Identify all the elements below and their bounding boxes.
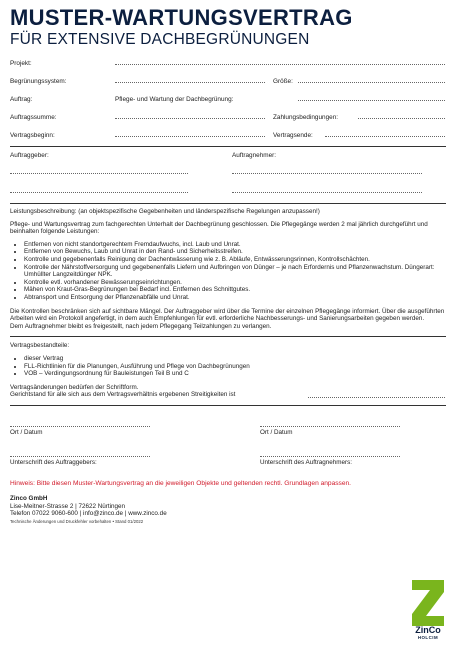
intro-paragraph: Pflege- und Wartungsvertrag zum fachgerechten Unterhalt der Dachbegrünung geschlossen. Die Pflegegänge werden 2 mal jährlich durchgeführt und beinhalten folgende Leistungen: — [10, 220, 428, 236]
vertragsende-field[interactable] — [325, 129, 445, 137]
groesse-label: Größe: — [273, 78, 293, 85]
auftraggeber-field-1[interactable] — [10, 166, 188, 174]
zahlungsbedingungen-field[interactable] — [358, 111, 445, 119]
parties-line-2 — [10, 185, 446, 198]
ort-datum-label-right: Ort / Datum — [260, 429, 293, 437]
list-item: • Entfernen von nicht standortgerechtem Fremdaufwuchs, incl. Laub und Unrat. — [24, 241, 446, 249]
leistungen-list — [10, 241, 446, 302]
company-footer — [10, 495, 446, 525]
list-item: • dieser Vertrag — [24, 355, 446, 363]
signature-label-right: Unterschrift des Auftragnehmers: — [260, 459, 353, 467]
bestandteile-list — [10, 355, 446, 378]
list-item: • Entfernen von Bewuchs, Laub und Unrat in den Rand- und Sicherheitsstreifen. — [24, 248, 446, 256]
zinco-logo — [410, 578, 446, 646]
hinweis-text: Hinweis: Bitte diesen Muster-Wartungsvertrag an die jeweiligen Objekte und geltenden rechtl. Grundlagen anpassen. — [10, 480, 351, 488]
auftrag-field[interactable] — [298, 93, 445, 101]
ort-datum-label-left: Ort / Datum — [10, 429, 43, 437]
auftragnehmer-label: Auftragnehmer: — [232, 152, 277, 159]
vertragsbeginn-label: Vertragsbeginn: — [10, 132, 55, 139]
list-item: • Kontrolle evtl. vorhandener Bewässerungseinrichtungen. — [24, 279, 446, 287]
list-item: • Kontrolle der Nährstoffversorgung und gegebenenfalls Liefern und Aufbringen von Dünger – je nach Erfordernis und Pflanzenwachstum. Düngerart: Umhüllter Langzeitdünger NPK. — [24, 264, 446, 279]
divider — [10, 203, 446, 204]
projekt-field[interactable] — [115, 57, 445, 65]
auftragssumme-field[interactable] — [115, 111, 265, 119]
schriftform-text: Vertragsänderungen bedürfen der Schriftform. — [10, 383, 139, 391]
auftrag-label: Auftrag: — [10, 96, 33, 103]
begruenungssystem-row — [10, 75, 446, 88]
auftragssumme-label: Auftragssumme: — [10, 114, 57, 121]
company-address: Lise-Meitner-Strasse 2 | 72622 Nürtingen — [10, 502, 126, 510]
projekt-label: Projekt: — [10, 60, 32, 67]
logo-text: ZinCo — [415, 625, 441, 635]
leistungsbeschreibung: Leistungsbeschreibung: (an objektspezifische Gegebenheiten und länderspezifische Regelungen anzupassen!) — [10, 208, 320, 215]
vertragsbestandteile-heading: Vertragsbestandteile: — [10, 342, 70, 350]
auftrag-row — [10, 93, 446, 106]
parties-row — [10, 149, 446, 162]
list-item: • Abtransport und Entsorgung der Pflanzenabfälle und Unrat. — [24, 294, 446, 302]
vertragsende-label: Vertragsende: — [273, 132, 313, 139]
divider — [10, 405, 446, 406]
signature-field-right[interactable] — [260, 450, 400, 457]
list-item: • VOB – Verdingungsordnung für Bauleistungen Teil B und C — [24, 370, 446, 378]
gerichtsstand-row — [10, 391, 446, 399]
ort-datum-field-right[interactable] — [260, 420, 400, 427]
zahlung-paragraph: Dem Auftragnehmer bleibt es freigestellt, nach jedem Pflegegang Teilzahlungen zu verlangen. — [10, 322, 272, 330]
begruenungssystem-field[interactable] — [115, 75, 265, 83]
document-subtitle: FÜR EXTENSIVE DACHBEGRÜNUNGEN — [10, 31, 310, 48]
gerichtsstand-text: Gerichtstand für alle sich aus dem Vertragsverhältnis ergebenen Streitigkeiten ist — [10, 391, 236, 399]
list-item: • FLL-Richtlinien für die Planungen, Ausführung und Pflege von Dachbegrünungen — [24, 363, 446, 371]
parties-line-1 — [10, 166, 446, 179]
gerichtsstand-field[interactable] — [308, 391, 445, 398]
ort-datum-field-left[interactable] — [10, 420, 150, 427]
auftragnehmer-field-1[interactable] — [232, 166, 422, 174]
vertragsbeginn-field[interactable] — [115, 129, 265, 137]
signature-label-left: Unterschrift des Auftraggebers: — [10, 459, 97, 467]
auftragssumme-row — [10, 111, 446, 124]
company-name: Zinco GmbH — [10, 495, 48, 503]
list-item: • Mähen von Kraut-Gras-Begrünungen bei Bedarf incl. Entfernen des Schnittgutes. — [24, 286, 446, 294]
begruenungssystem-label: Begrünungssystem: — [10, 78, 67, 85]
zahlungsbedingungen-label: Zahlungsbedingungen: — [273, 114, 339, 121]
signature-block — [10, 412, 446, 474]
projekt-row — [10, 57, 446, 70]
divider — [10, 146, 446, 147]
signature-field-left[interactable] — [10, 450, 150, 457]
divider — [10, 336, 446, 337]
auftraggeber-label: Auftraggeber: — [10, 152, 49, 159]
auftraggeber-field-2[interactable] — [10, 185, 188, 193]
document-title: MUSTER-WARTUNGSVERTRAG — [10, 5, 353, 30]
list-item: • Kontrolle und gegebenenfalls Reinigung der Dachentwässerung wie z. B. Abläufe, Entwässerungsrinnen, Kontrollschächten. — [24, 256, 446, 264]
logo-subtext: HOLCIM — [417, 635, 439, 640]
auftrag-value: Pflege- und Wartung der Dachbegrünung: — [115, 96, 234, 103]
legal-note: Technische Änderungen und Druckfehler vorbehalten • Stand 01/2022 — [10, 519, 144, 525]
vertragsbeginn-row — [10, 129, 446, 142]
kontrollen-paragraph: Die Kontrollen beschränken sich auf sichtbare Mängel. Der Auftraggeber wird über die Termine der einzelnen Pflegegänge informiert. Über die ausgeführten Arbeiten wird ein Protokoll angefertigt, in dem auch Empfehlungen für evtl. erforderliche Nachbesserungs- und Sanierungsarbeiten gegeben werden. — [10, 307, 445, 323]
document-page — [10, 6, 446, 525]
company-contact: Telefon 07022 9060-600 | info@zinco.de | www.zinco.de — [10, 510, 167, 518]
auftragnehmer-field-2[interactable] — [232, 185, 422, 193]
groesse-field[interactable] — [298, 75, 445, 83]
